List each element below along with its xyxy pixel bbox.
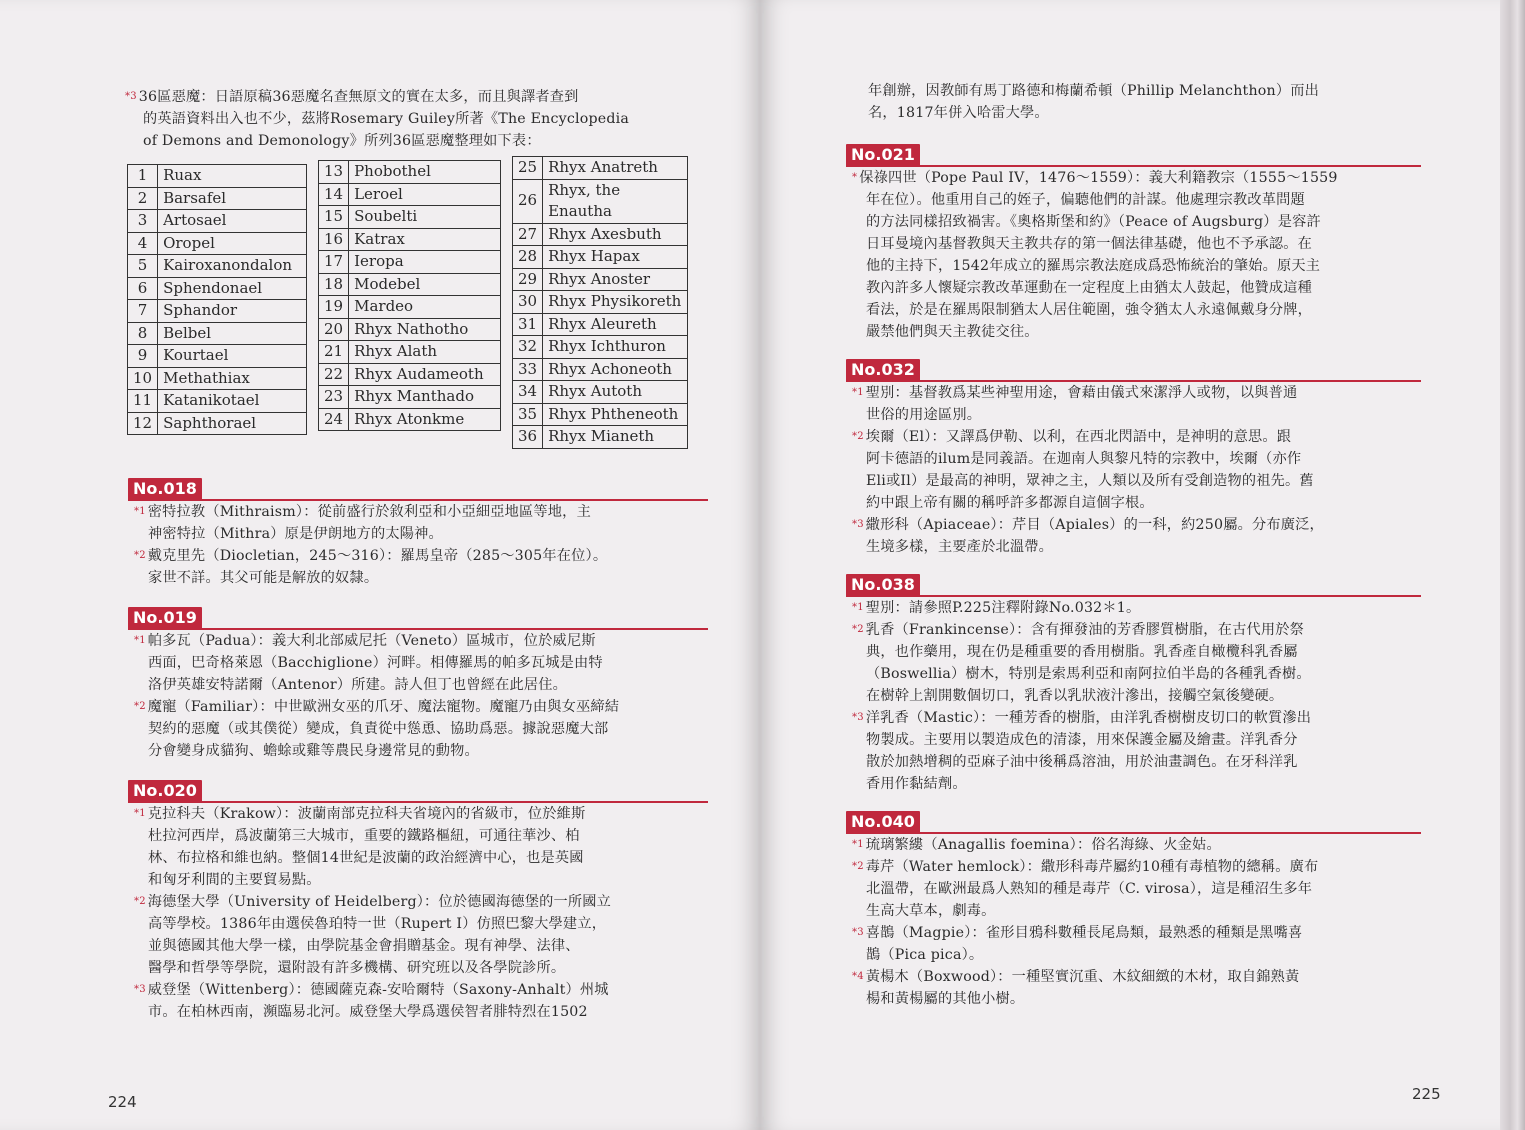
demon-number: 28 [513, 246, 543, 269]
footnote-line: 物製成。主要用以製造成色的清漆，用來保護金屬及繪畫。洋乳香分 [866, 732, 1298, 748]
demon-number: 32 [513, 336, 543, 359]
demon-number: 31 [513, 313, 543, 336]
footnote [846, 382, 1421, 426]
footnote-marker: *3 [134, 984, 146, 995]
footnote-line: 香用作黏結劑。 [866, 776, 967, 792]
table-row [128, 210, 307, 233]
footnote-line: （Boswellia）樹木，特別是索馬利亞和南阿拉伯半島的各種乳香樹。 [866, 666, 1311, 682]
demon-number: 29 [513, 268, 543, 291]
table-row [319, 251, 501, 274]
demon-name: Katrax [349, 228, 501, 251]
demon-number: 8 [128, 322, 158, 345]
demon-number: 22 [319, 363, 349, 386]
demon-name: Rhyx Physikoreth [543, 291, 688, 314]
demon-number: 11 [128, 390, 158, 413]
footnote-marker: * [852, 172, 858, 183]
demon-name: Oropel [158, 232, 307, 255]
footnote-marker: *1 [134, 506, 146, 517]
intro-note [125, 86, 705, 152]
footnote [128, 696, 708, 762]
demon-name: Rhyx Axesbuth [543, 223, 688, 246]
footnote-line: 聖別：請參照P.225注釋附錄No.032＊1。 [865, 600, 1141, 616]
footnote-line: 埃爾（El）：又譯爲伊勒、以利，在西北閃語中，是神明的意思。跟 [865, 429, 1292, 445]
footnote-line: 洛伊英雄安特諾爾（Antenor）所建。詩人但丁也曾經在此居住。 [148, 677, 568, 693]
left-sections [128, 478, 708, 1023]
footnote-line: 克拉科夫（Krakow）：波蘭南部克拉科夫省境內的省級市，位於維斯 [147, 806, 586, 822]
footnote-line: 分會變身成貓狗、蟾蜍或雞等農民身邊常見的動物。 [148, 743, 479, 759]
footnote-marker: *2 [134, 701, 146, 712]
section-heading [846, 359, 1421, 381]
demon-number: 12 [128, 412, 158, 435]
footnote-marker: *2 [852, 861, 864, 872]
table-row [513, 268, 688, 291]
demon-name: Rhyx Manthado [349, 386, 501, 409]
table-row [128, 165, 307, 188]
demon-table-col3 [512, 156, 688, 449]
table-row [319, 273, 501, 296]
footnote-line: 生境多樣，主要產於北溫帶。 [866, 539, 1054, 555]
demon-number: 26 [513, 179, 543, 223]
section-number: No.019 [128, 607, 202, 629]
footnote-line: 毒芹（Water hemlock）：繖形科毒芹屬約10種有毒植物的總稱。廣布 [865, 859, 1319, 875]
footnote-line: 並與德國其他大學一樣，由學院基金會捐贈基金。現有神學、法律、 [148, 938, 580, 954]
demon-name: Rhyx Ichthuron [543, 336, 688, 359]
footnote-line: Eli或Il）是最高的神明，眾神之主，人類以及所有受創造物的祖先。舊 [866, 473, 1314, 489]
demon-number: 18 [319, 273, 349, 296]
demon-number: 24 [319, 408, 349, 431]
footnote-line: 北溫帶，在歐洲最爲人熟知的種是毒芹（C. virosa），這是種沼生多年 [866, 881, 1313, 897]
table-row [128, 232, 307, 255]
footnote-marker: *2 [852, 431, 864, 442]
footnote-line: 西面，巴奇格萊恩（Bacchiglione）河畔。相傳羅馬的帕多瓦城是由特 [148, 655, 603, 671]
footnote [846, 619, 1421, 707]
footnote-line: 教內許多人懷疑宗教改革運動在一定程度上由猶太人鼓起，他贊成這種 [866, 280, 1313, 296]
continuation-text [868, 80, 1428, 124]
footnote-line: 保祿四世（Pope Paul IV，1476～1559）：義大利籍教宗（1555～1559 [859, 170, 1338, 186]
demon-number: 20 [319, 318, 349, 341]
footnote-line: 帕多瓦（Padua）：義大利北部威尼托（Veneto）區城市，位於威尼斯 [147, 633, 596, 649]
demon-name: Belbel [158, 322, 307, 345]
demon-name: Rhyx Achoneoth [543, 358, 688, 381]
footnote-marker: *2 [134, 896, 146, 907]
demon-name: Katanikotael [158, 390, 307, 413]
footnote-line: 日耳曼境內基督教與天主教共存的第一個法律基礎，他也不予承認。在 [866, 236, 1313, 252]
table-row [128, 277, 307, 300]
demon-number: 9 [128, 345, 158, 368]
footnote-line: 楊和黃楊屬的其他小樹。 [866, 991, 1025, 1007]
footnote-line: 喜鵲（Magpie）：雀形目鴉科數種長尾鳥類，最熟悉的種類是黑嘴喜 [865, 925, 1303, 941]
demon-name: Rhyx Nathotho [349, 318, 501, 341]
footnote-line: 聖別：基督教爲某些神聖用途，會藉由儀式來潔淨人或物，以與普通 [865, 385, 1298, 401]
footnote-line: 黃楊木（Boxwood）：一種堅實沉重、木紋細緻的木材，取自錦熟黃 [865, 969, 1300, 985]
table-row [513, 358, 688, 381]
footnote-line: 林、布拉格和維也納。整個14世紀是波蘭的政治經濟中心，也是英國 [148, 850, 584, 866]
footnote [128, 803, 708, 891]
section-number: No.020 [128, 780, 202, 802]
table-row [513, 246, 688, 269]
demon-name: Kourtael [158, 345, 307, 368]
footnote-line: 契約的惡魔（或其僕從）變成，負責從中慫恿、協助爲惡。據說惡魔大部 [148, 721, 609, 737]
table-row [513, 426, 688, 449]
footnote-marker: *3 [852, 519, 864, 530]
demon-name: Rhyx Autoth [543, 381, 688, 404]
page-number: 225 [1412, 1085, 1441, 1103]
footnote-line: 海德堡大學（University of Heidelberg）：位於德國海德堡的一所國立 [147, 894, 612, 910]
table-row [513, 381, 688, 404]
demon-name: Artosael [158, 210, 307, 233]
demon-table-col1 [127, 164, 307, 435]
note-section [846, 144, 1421, 343]
demon-name: Ieropa [349, 251, 501, 274]
table-row [128, 255, 307, 278]
table-row [319, 206, 501, 229]
footnote [846, 167, 1421, 343]
left-page [0, 0, 760, 1130]
demon-number: 7 [128, 300, 158, 323]
demon-number: 19 [319, 296, 349, 319]
section-number: No.038 [846, 574, 920, 596]
demon-name: Kairoxanondalon [158, 255, 307, 278]
footnote-line: 看法，於是在羅馬限制猶太人居住範圍，強令猶太人永遠佩戴身分牌， [866, 302, 1313, 318]
section-number: No.021 [846, 144, 920, 166]
page-number: 224 [108, 1093, 137, 1111]
table-row [128, 322, 307, 345]
footnote-marker: *3 [852, 712, 864, 723]
footnote-line: 洋乳香（Mastic）：一種芳香的樹脂，由洋乳香樹樹皮切口的軟質滲出 [865, 710, 1312, 726]
demon-number: 13 [319, 161, 349, 184]
table-row [319, 318, 501, 341]
demon-name: Rhyx Hapax [543, 246, 688, 269]
footnote-line: 杜拉河西岸，爲波蘭第三大城市，重要的鐵路樞紐，可通往華沙、柏 [148, 828, 580, 844]
footnote-marker: *1 [852, 839, 864, 850]
demon-number: 16 [319, 228, 349, 251]
continuation-line: 年創辦，因教師有馬丁路德和梅蘭希頓（Phillip Melanchthon）而出 [868, 83, 1320, 99]
demon-name: Soubelti [349, 206, 501, 229]
note-section [128, 478, 708, 589]
footnote [846, 856, 1421, 922]
table-row [513, 291, 688, 314]
table-row [128, 345, 307, 368]
footnote-line: 鵲（Pica pica）。 [866, 947, 984, 963]
table-row [319, 363, 501, 386]
footnote [846, 966, 1421, 1010]
table-row [319, 408, 501, 431]
footnote-marker: *1 [134, 635, 146, 646]
footnote-marker: *2 [852, 624, 864, 635]
footnote-line: 散於加熱增稠的亞麻子油中後稱爲溶油，用於油畫調色。在牙科洋乳 [866, 754, 1298, 770]
footnote [128, 891, 708, 979]
footnote-marker: *2 [134, 550, 146, 561]
footnote [846, 597, 1421, 619]
footnote-line: 在樹幹上割開數個切口，乳香以乳狀液汁滲出，接觸空氣後變硬。 [866, 688, 1284, 704]
footnote [128, 545, 708, 589]
right-page [760, 0, 1500, 1130]
table-row [128, 367, 307, 390]
footnote [128, 979, 708, 1023]
demon-name: Rhyx Aleureth [543, 313, 688, 336]
footnote [846, 426, 1421, 514]
table-row [513, 179, 688, 223]
footnote-line: 和匈牙利間的主要貿易點。 [148, 872, 321, 888]
demon-name: Rhyx Phtheneoth [543, 403, 688, 426]
table-row [513, 403, 688, 426]
table-row [513, 157, 688, 180]
footnote [846, 707, 1421, 795]
footnote-line: 醫學和哲學等學院，還附設有許多機構、研究班以及各學院診所。 [148, 960, 566, 976]
note-section [128, 607, 708, 762]
demon-number: 17 [319, 251, 349, 274]
demon-number: 21 [319, 341, 349, 364]
table-row [319, 296, 501, 319]
demon-number: 6 [128, 277, 158, 300]
section-number: No.018 [128, 478, 202, 500]
footnote-line: 密特拉教（Mithraism）：從前盛行於敘利亞和小亞細亞地區等地，主 [147, 504, 591, 520]
section-heading [128, 478, 708, 500]
footnote-line: 戴克里先（Diocletian，245～316）：羅馬皇帝（285～305年在位）。 [147, 548, 608, 564]
footnote-line: 生高大草本，劇毒。 [866, 903, 996, 919]
demon-number: 3 [128, 210, 158, 233]
section-number: No.040 [846, 811, 920, 833]
demon-number: 5 [128, 255, 158, 278]
footnote [128, 501, 708, 545]
continuation-line: 名，1817年併入哈雷大學。 [868, 105, 1049, 121]
footnote-line: 阿卡德語的ilum是同義語。在迦南人與黎凡特的宗教中，埃爾（亦作 [866, 451, 1302, 467]
table-row [128, 187, 307, 210]
footnote-line: 約中跟上帝有關的稱呼許多都源自這個字根。 [866, 495, 1154, 511]
demon-name: Rhyx Alath [349, 341, 501, 364]
demon-number: 4 [128, 232, 158, 255]
section-number: No.032 [846, 359, 920, 381]
footnote-line: 高等學校。1386年由選侯魯珀特一世（Rupert I）仿照巴黎大學建立， [148, 916, 607, 932]
demon-name: Leroel [349, 183, 501, 206]
table-row [513, 313, 688, 336]
footnote-marker: *3 [125, 91, 137, 102]
section-heading [846, 811, 1421, 833]
table-row [128, 300, 307, 323]
footnote-line: 神密特拉（Mithra）原是伊朗地方的太陽神。 [148, 526, 443, 542]
table-row [513, 223, 688, 246]
demon-number: 34 [513, 381, 543, 404]
demon-name: Rhyx Anoster [543, 268, 688, 291]
demon-number: 15 [319, 206, 349, 229]
demon-name: Saphthorael [158, 412, 307, 435]
section-heading [846, 144, 1421, 166]
note-section [128, 780, 708, 1023]
demon-number: 25 [513, 157, 543, 180]
demon-name: Rhyx Anatreth [543, 157, 688, 180]
demon-number: 33 [513, 358, 543, 381]
demon-name: Rhyx Mianeth [543, 426, 688, 449]
footnote [846, 834, 1421, 856]
note-section [846, 574, 1421, 795]
table-row [128, 390, 307, 413]
footnote-line: 家世不詳。其父可能是解放的奴隸。 [148, 570, 379, 586]
footnote-line: 嚴禁他們與天主教徒交往。 [866, 324, 1039, 340]
demon-name: Modebel [349, 273, 501, 296]
table-row [319, 183, 501, 206]
demon-name: Rhyx Audameoth [349, 363, 501, 386]
section-heading [846, 574, 1421, 596]
demon-number: 27 [513, 223, 543, 246]
demon-number: 23 [319, 386, 349, 409]
right-sections [846, 144, 1421, 1010]
demon-name: Methathiax [158, 367, 307, 390]
demon-number: 14 [319, 183, 349, 206]
demon-name: Sphandor [158, 300, 307, 323]
demon-number: 10 [128, 367, 158, 390]
demon-number: 36 [513, 426, 543, 449]
table-row [513, 336, 688, 359]
footnote [128, 630, 708, 696]
demon-name: Rhyx, the Enautha [543, 179, 688, 223]
demon-table-col2 [318, 160, 501, 431]
demon-number: 35 [513, 403, 543, 426]
note-section [846, 359, 1421, 558]
demon-number: 30 [513, 291, 543, 314]
demon-name: Phobothel [349, 161, 501, 184]
demon-name: Barsafel [158, 187, 307, 210]
footnote-line: 威登堡（Wittenberg）：德國薩克森-安哈爾特（Saxony-Anhalt）州城 [147, 982, 609, 998]
table-row [128, 412, 307, 435]
footnote-line: 他的主持下，1542年成立的羅馬宗教法庭成爲恐怖統治的肇始。原天主 [866, 258, 1321, 274]
demon-number: 2 [128, 187, 158, 210]
footnote-line: 年在位）。他重用自己的姪子，偏聽他們的計謀。他處理宗教改革問題 [866, 192, 1305, 208]
demon-name: Sphendonael [158, 277, 307, 300]
intro-line: 36區惡魔：日語原稿36惡魔名查無原文的實在太多，而且與譯者查到 [138, 89, 579, 105]
footnote-line: 典，也作藥用，現在仍是種重要的香用樹脂。乳香產自橄欖科乳香屬 [866, 644, 1298, 660]
footnote-marker: *4 [852, 971, 864, 982]
intro-line: 的英語資料出入也不少，茲將Rosemary Guiley所著《The Encyclopedia [143, 111, 630, 127]
demon-name: Ruax [158, 165, 307, 188]
section-heading [128, 780, 708, 802]
demon-number: 1 [128, 165, 158, 188]
demon-name: Rhyx Atonkme [349, 408, 501, 431]
footnote-marker: *1 [134, 808, 146, 819]
footnote-line: 繖形科（Apiaceae）：芹目（Apiales）的一科，約250屬。分布廣泛， [865, 517, 1324, 533]
footnote-line: 的方法同樣招致禍害。《奧格斯堡和約》（Peace of Augsburg）是容許 [866, 214, 1321, 230]
footnote [846, 514, 1421, 558]
table-row [319, 161, 501, 184]
footnote-marker: *3 [852, 927, 864, 938]
page-edge [1500, 0, 1525, 1130]
footnote-line: 市。在柏林西南，瀕臨易北河。威登堡大學爲選侯智者腓特烈在1502 [148, 1004, 588, 1020]
table-row [319, 386, 501, 409]
footnote-marker: *1 [852, 602, 864, 613]
footnote-line: 魔寵（Familiar）：中世歐洲女巫的爪牙、魔法寵物。魔寵乃由與女巫締結 [147, 699, 620, 715]
footnote-line: 乳香（Frankincense）：含有揮發油的芳香膠質樹脂，在古代用於祭 [865, 622, 1305, 638]
note-section [846, 811, 1421, 1010]
table-row [319, 341, 501, 364]
demon-name: Mardeo [349, 296, 501, 319]
footnote-line: 琉璃繁縷（Anagallis foemina）：俗名海綠、火金姑。 [865, 837, 1221, 853]
footnote-marker: *1 [852, 387, 864, 398]
footnote-line: 世俗的用途區別。 [866, 407, 982, 423]
footnote [846, 922, 1421, 966]
intro-line: of Demons and Demonology》所列36區惡魔整理如下表： [143, 133, 541, 149]
section-heading [128, 607, 708, 629]
table-row [319, 228, 501, 251]
